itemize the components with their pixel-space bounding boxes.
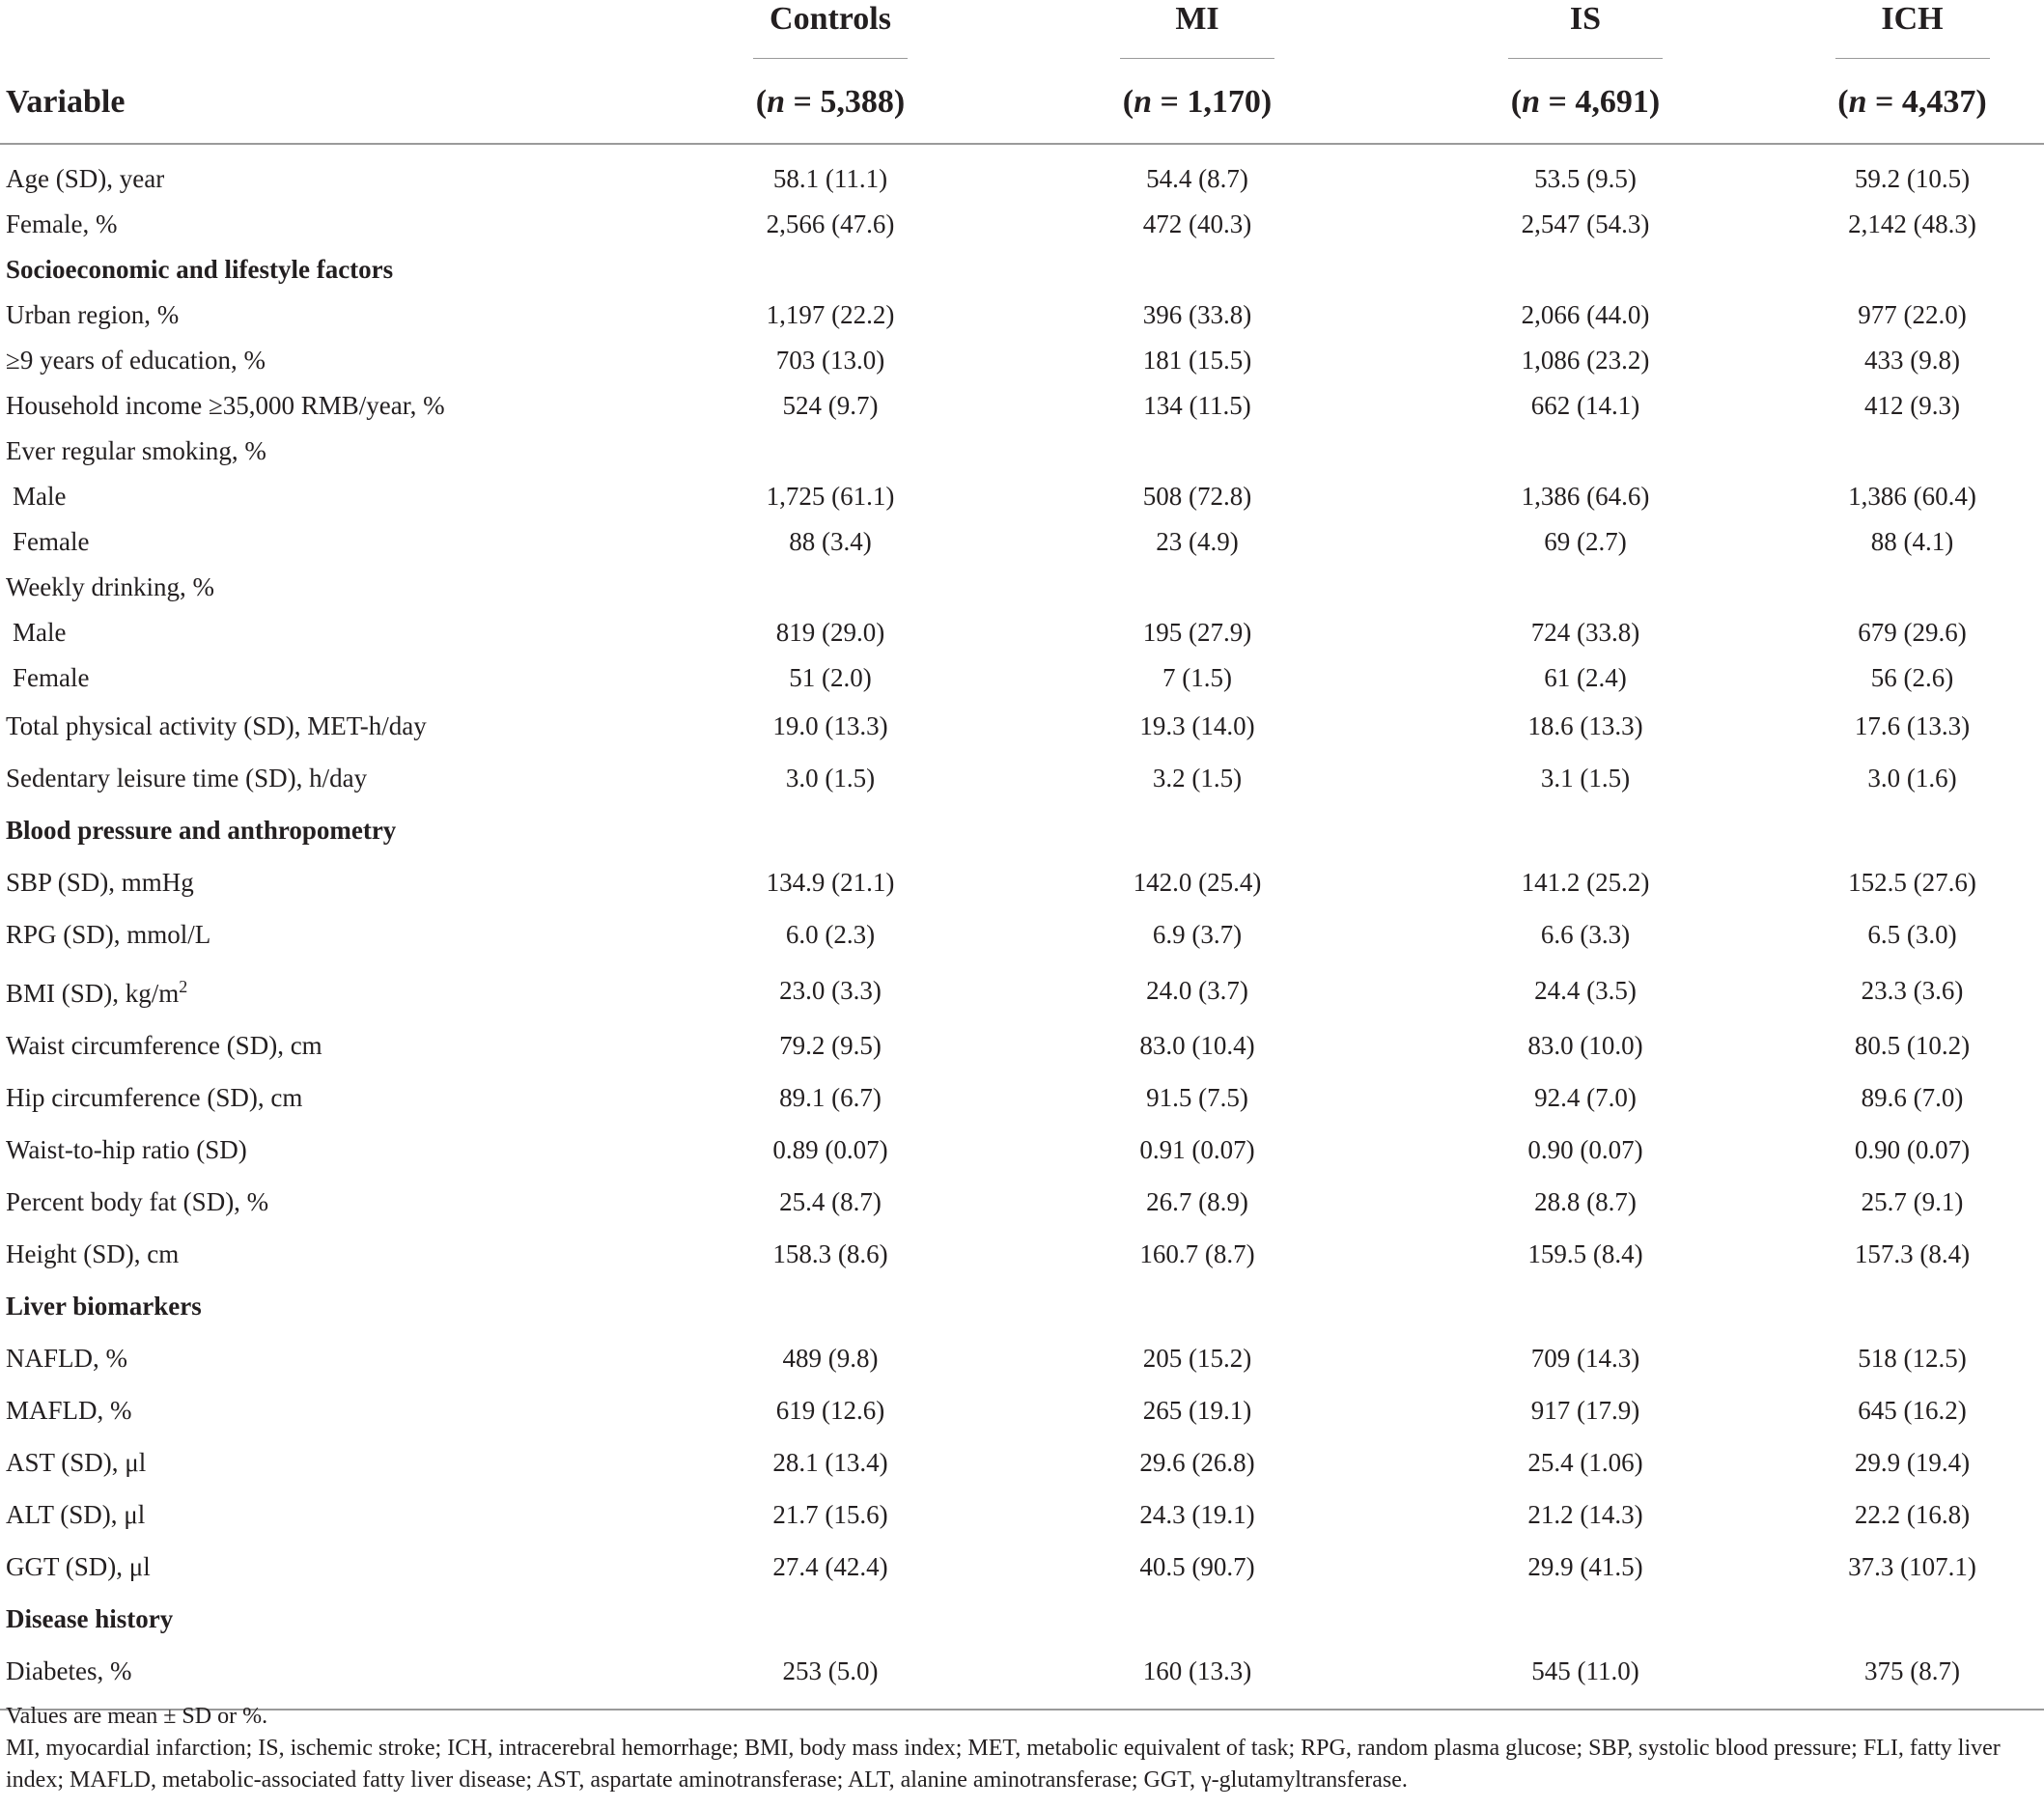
section-title — [0, 1594, 2044, 1646]
table-cell: 83.0 (10.4) — [1139, 1031, 1255, 1060]
row-label-text: Waist circumference (SD), cm — [6, 1031, 322, 1060]
row-label-text: Socioeconomic and lifestyle factors — [6, 255, 394, 284]
row-label — [0, 565, 657, 610]
group-name: ICH — [1881, 1, 1944, 37]
section-title — [0, 247, 2044, 292]
table-cell: 724 (33.8) — [1530, 618, 1640, 647]
table-cell: 24.3 (19.1) — [1139, 1500, 1255, 1529]
row-label-text: MAFLD, % — [6, 1396, 132, 1425]
table-cell: 679 (29.6) — [1858, 618, 1967, 647]
row-label-text: Sedentary leisure time (SD), h/day — [6, 764, 368, 793]
table-cell: 819 (29.0) — [775, 618, 885, 647]
row-label — [0, 1437, 657, 1489]
group-header-is — [1390, 0, 1780, 62]
table-cell: 472 (40.3) — [1142, 209, 1252, 238]
table-cell: 19.0 (13.3) — [772, 711, 888, 740]
table-cell: 24.0 (3.7) — [1146, 975, 1248, 1005]
section-title — [0, 805, 2044, 857]
table-cell: 157.3 (8.4) — [1854, 1239, 1971, 1268]
row-label-text: Liver biomarkers — [6, 1292, 202, 1321]
row-label — [0, 1177, 657, 1229]
table-cell: 1,386 (64.6) — [1521, 482, 1650, 511]
table-cell: 141.2 (25.2) — [1521, 868, 1650, 897]
table-cell: 524 (9.7) — [782, 391, 879, 420]
table-cell: 709 (14.3) — [1530, 1344, 1640, 1373]
table-cell: 3.1 (1.5) — [1540, 764, 1631, 793]
table-cell: 22.2 (16.8) — [1854, 1500, 1971, 1529]
table-cell: 79.2 (9.5) — [779, 1031, 882, 1060]
row-label-text: Total physical activity (SD), MET-h/day — [6, 711, 427, 740]
row-label-text: Male — [13, 618, 67, 647]
group-underline — [1120, 58, 1274, 59]
row-label-text: Diabetes, % — [6, 1656, 132, 1685]
footnote: Values are mean ± SD or %. — [6, 1704, 268, 1729]
row-label-text: ALT (SD), μl — [6, 1500, 146, 1529]
table-cell: 88 (4.1) — [1870, 527, 1954, 556]
row-label — [0, 961, 657, 1020]
table-cell: 619 (12.6) — [775, 1396, 885, 1425]
table-cell: 2,547 (54.3) — [1521, 209, 1650, 238]
table-cell: 28.8 (8.7) — [1534, 1187, 1637, 1216]
row-label-text: BMI (SD), kg/m — [6, 979, 180, 1008]
table-cell: 489 (9.8) — [782, 1344, 879, 1373]
table-cell: 0.89 (0.07) — [772, 1135, 888, 1164]
table-row — [0, 909, 2044, 961]
row-label-text: Weekly drinking, % — [6, 572, 215, 601]
group-n: (n = 5,388) — [755, 84, 906, 120]
table-cell: 25.7 (9.1) — [1861, 1187, 1964, 1216]
table-row — [0, 1020, 2044, 1072]
row-label-text: Household income ≥35,000 RMB/year, % — [6, 391, 445, 420]
table-cell: 152.5 (27.6) — [1848, 868, 1976, 897]
table-cell: 2,142 (48.3) — [1848, 209, 1976, 238]
row-label — [0, 1125, 657, 1177]
header-spacer — [0, 0, 657, 62]
table-cell: 977 (22.0) — [1858, 300, 1967, 329]
table-row — [0, 655, 2044, 701]
table-cell: 545 (11.0) — [1531, 1656, 1639, 1685]
table-cell: 83.0 (10.0) — [1527, 1031, 1643, 1060]
table-cell: 56 (2.6) — [1870, 663, 1954, 692]
table-row — [0, 1489, 2044, 1542]
row-label-text: Female — [13, 663, 90, 692]
table-cell: 1,725 (61.1) — [766, 482, 895, 511]
table-row — [0, 1229, 2044, 1281]
row-label — [0, 474, 657, 519]
group-n: (n = 1,170) — [1122, 84, 1273, 120]
table-cell: 518 (12.5) — [1858, 1344, 1967, 1373]
table-row — [0, 1542, 2044, 1594]
table-row — [0, 1333, 2044, 1385]
table-cell: 265 (19.1) — [1142, 1396, 1252, 1425]
table-row — [0, 961, 2044, 1020]
row-label — [0, 1072, 657, 1125]
table-cell: 27.4 (42.4) — [772, 1552, 888, 1581]
table-cell: 375 (8.7) — [1864, 1656, 1960, 1685]
group-underline — [1835, 58, 1990, 59]
table-cell: 6.5 (3.0) — [1867, 920, 1957, 949]
table-row — [0, 1125, 2044, 1177]
row-label — [0, 383, 657, 429]
table-cell: 160.7 (8.7) — [1139, 1239, 1255, 1268]
group-header-controls — [657, 0, 1004, 62]
table-cell: 3.0 (1.6) — [1867, 764, 1957, 793]
group-n-ich — [1780, 62, 2044, 144]
table-cell: 29.9 (41.5) — [1527, 1552, 1643, 1581]
row-label-text: GGT (SD), μl — [6, 1552, 151, 1581]
table-cell: 6.6 (3.3) — [1540, 920, 1631, 949]
table-cell — [657, 429, 1004, 474]
sample-size-row — [0, 62, 2044, 144]
table-cell: 25.4 (8.7) — [779, 1187, 882, 1216]
row-label — [0, 753, 657, 805]
table-cell: 508 (72.8) — [1142, 482, 1252, 511]
table-cell: 2,566 (47.6) — [766, 209, 895, 238]
row-label-text: RPG (SD), mmol/L — [6, 920, 211, 949]
section-header-row — [0, 247, 2044, 292]
table-cell: 88 (3.4) — [789, 527, 872, 556]
table-row — [0, 1177, 2044, 1229]
table-cell — [1004, 565, 1390, 610]
table-cell: 917 (17.9) — [1530, 1396, 1640, 1425]
table-cell: 19.3 (14.0) — [1139, 711, 1255, 740]
table-row — [0, 610, 2044, 655]
row-label — [0, 1489, 657, 1542]
table-cell: 6.9 (3.7) — [1152, 920, 1243, 949]
table-cell: 3.0 (1.5) — [785, 764, 876, 793]
table-cell: 23 (4.9) — [1156, 527, 1239, 556]
superscript: 2 — [179, 977, 188, 996]
row-label — [0, 1385, 657, 1437]
group-n: (n = 4,691) — [1510, 84, 1661, 120]
row-label-text: Ever regular smoking, % — [6, 436, 266, 465]
row-label-text: Height (SD), cm — [6, 1239, 180, 1268]
table-cell: 18.6 (13.3) — [1527, 711, 1643, 740]
table-cell: 160 (13.3) — [1142, 1656, 1252, 1685]
row-label-text: Female — [13, 527, 90, 556]
table-row — [0, 519, 2044, 565]
table-cell: 37.3 (107.1) — [1848, 1552, 1976, 1581]
table-cell: 412 (9.3) — [1864, 391, 1960, 420]
table-cell: 159.5 (8.4) — [1527, 1239, 1643, 1268]
table-cell — [1390, 429, 1780, 474]
table-cell — [1390, 565, 1780, 610]
table-cell: 91.5 (7.5) — [1146, 1083, 1248, 1112]
table-cell: 2,066 (44.0) — [1521, 300, 1650, 329]
table-cell: 134.9 (21.1) — [766, 868, 895, 897]
row-label — [0, 909, 657, 961]
group-n-is — [1390, 62, 1780, 144]
table-row — [0, 383, 2044, 429]
table-cell: 7 (1.5) — [1162, 663, 1232, 692]
table-cell: 1,197 (22.2) — [766, 300, 895, 329]
row-label-text: Male — [13, 482, 67, 511]
group-underline — [1508, 58, 1663, 59]
table-cell: 205 (15.2) — [1142, 1344, 1252, 1373]
table-row — [0, 1385, 2044, 1437]
section-header-row — [0, 1281, 2044, 1333]
table-cell: 59.2 (10.5) — [1854, 164, 1971, 193]
table-row — [0, 202, 2044, 247]
row-label-text: NAFLD, % — [6, 1344, 127, 1373]
table-row — [0, 565, 2044, 610]
table-cell: 69 (2.7) — [1544, 527, 1627, 556]
table-cell: 6.0 (2.3) — [785, 920, 876, 949]
group-name: Controls — [770, 1, 891, 37]
row-label-text: Blood pressure and anthropometry — [6, 816, 397, 845]
group-header-row — [0, 0, 2044, 62]
table-cell: 29.6 (26.8) — [1139, 1448, 1255, 1477]
table-row — [0, 857, 2044, 909]
row-label — [0, 1333, 657, 1385]
table-cell — [657, 565, 1004, 610]
group-name: MI — [1175, 1, 1219, 37]
table-cell: 51 (2.0) — [789, 663, 872, 692]
table-cell: 61 (2.4) — [1544, 663, 1627, 692]
table-header — [0, 0, 2044, 144]
row-label-text: Percent body fat (SD), % — [6, 1187, 269, 1216]
table-row — [0, 1437, 2044, 1489]
table-cell: 58.1 (11.1) — [772, 164, 888, 193]
row-label-text: SBP (SD), mmHg — [6, 868, 194, 897]
table-cell: 24.4 (3.5) — [1534, 975, 1637, 1005]
group-name: IS — [1569, 1, 1602, 37]
row-label-text: Female, % — [6, 209, 118, 238]
row-label-text: Waist-to-hip ratio (SD) — [6, 1135, 247, 1164]
table-cell: 89.6 (7.0) — [1861, 1083, 1964, 1112]
table-cell: 17.6 (13.3) — [1854, 711, 1971, 740]
row-label-text: AST (SD), μl — [6, 1448, 147, 1477]
section-header-row — [0, 1594, 2044, 1646]
table-cell: 29.9 (19.4) — [1854, 1448, 1971, 1477]
row-label — [0, 202, 657, 247]
table-cell: 134 (11.5) — [1143, 391, 1251, 420]
row-label — [0, 519, 657, 565]
row-label — [0, 338, 657, 383]
group-n-mi — [1004, 62, 1390, 144]
table-cell: 195 (27.9) — [1142, 618, 1252, 647]
table-row — [0, 474, 2044, 519]
table-cell: 1,386 (60.4) — [1848, 482, 1976, 511]
row-label-text: ≥9 years of education, % — [6, 346, 266, 375]
table-cell: 23.0 (3.3) — [779, 975, 882, 1005]
table-cell: 28.1 (13.4) — [772, 1448, 888, 1477]
table-cell: 92.4 (7.0) — [1534, 1083, 1637, 1112]
table-row — [0, 753, 2044, 805]
table-body — [0, 144, 2044, 1710]
group-n-controls — [657, 62, 1004, 144]
table-cell: 703 (13.0) — [775, 346, 885, 375]
group-underline — [753, 58, 908, 59]
table-cell: 181 (15.5) — [1142, 346, 1252, 375]
table-cell: 0.90 (0.07) — [1527, 1135, 1643, 1164]
row-label — [0, 857, 657, 909]
table-row — [0, 701, 2044, 753]
table-cell: 21.2 (14.3) — [1527, 1500, 1643, 1529]
row-label — [0, 1020, 657, 1072]
row-label — [0, 144, 657, 202]
footnote: MI, myocardial infarction; IS, ischemic stroke; ICH, intracerebral hemorrhage; BMI, body mass index; MET, metabolic equivalent of task; RPG, random plasma glucose; SBP, systolic blood pressure; FLI, fatty liver index; MAFLD, metabolic-associated fatty liver disease; AST, aspartate aminotransferase; ALT, alanine aminotransferase; GGT, γ-glutamyltransferase. — [6, 1736, 2001, 1793]
row-label — [0, 429, 657, 474]
table-cell: 1,086 (23.2) — [1521, 346, 1650, 375]
table-row — [0, 144, 2044, 202]
table-cell: 40.5 (90.7) — [1139, 1552, 1255, 1581]
table-cell: 25.4 (1.06) — [1527, 1448, 1643, 1477]
group-header-mi — [1004, 0, 1390, 62]
table-row — [0, 429, 2044, 474]
row-label — [0, 655, 657, 701]
table-row — [0, 338, 2044, 383]
row-label — [0, 292, 657, 338]
table-cell: 3.2 (1.5) — [1152, 764, 1243, 793]
table-cell — [1780, 565, 2044, 610]
table-cell: 662 (14.1) — [1530, 391, 1640, 420]
group-n: (n = 4,437) — [1837, 84, 1987, 120]
table-row — [0, 1072, 2044, 1125]
row-label-text: Age (SD), year — [6, 164, 165, 193]
row-label-text: Disease history — [6, 1604, 174, 1633]
table-cell: 253 (5.0) — [782, 1656, 879, 1685]
section-title — [0, 1281, 2044, 1333]
row-label — [0, 701, 657, 753]
table-cell: 23.3 (3.6) — [1861, 975, 1964, 1005]
table-cell: 158.3 (8.6) — [772, 1239, 888, 1268]
row-label — [0, 610, 657, 655]
table-cell: 396 (33.8) — [1142, 300, 1252, 329]
variable-column-header: Variable — [6, 84, 126, 120]
table-footnotes — [6, 1701, 2038, 1796]
table-cell: 433 (9.8) — [1864, 346, 1960, 375]
table-cell — [1780, 429, 2044, 474]
row-label-text: Hip circumference (SD), cm — [6, 1083, 303, 1112]
table-cell: 89.1 (6.7) — [779, 1083, 882, 1112]
section-header-row — [0, 805, 2044, 857]
table-cell: 21.7 (15.6) — [772, 1500, 888, 1529]
table-row — [0, 292, 2044, 338]
table-cell: 26.7 (8.9) — [1146, 1187, 1248, 1216]
table-cell — [1004, 429, 1390, 474]
table-cell: 80.5 (10.2) — [1854, 1031, 1971, 1060]
row-label — [0, 1542, 657, 1594]
row-label — [0, 1229, 657, 1281]
table-cell: 53.5 (9.5) — [1534, 164, 1637, 193]
table-cell: 0.91 (0.07) — [1139, 1135, 1255, 1164]
table-cell: 54.4 (8.7) — [1146, 164, 1248, 193]
table-cell: 0.90 (0.07) — [1854, 1135, 1971, 1164]
row-label-text: Urban region, % — [6, 300, 180, 329]
table-cell: 142.0 (25.4) — [1133, 868, 1262, 897]
group-header-ich — [1780, 0, 2044, 62]
table-cell: 645 (16.2) — [1858, 1396, 1967, 1425]
